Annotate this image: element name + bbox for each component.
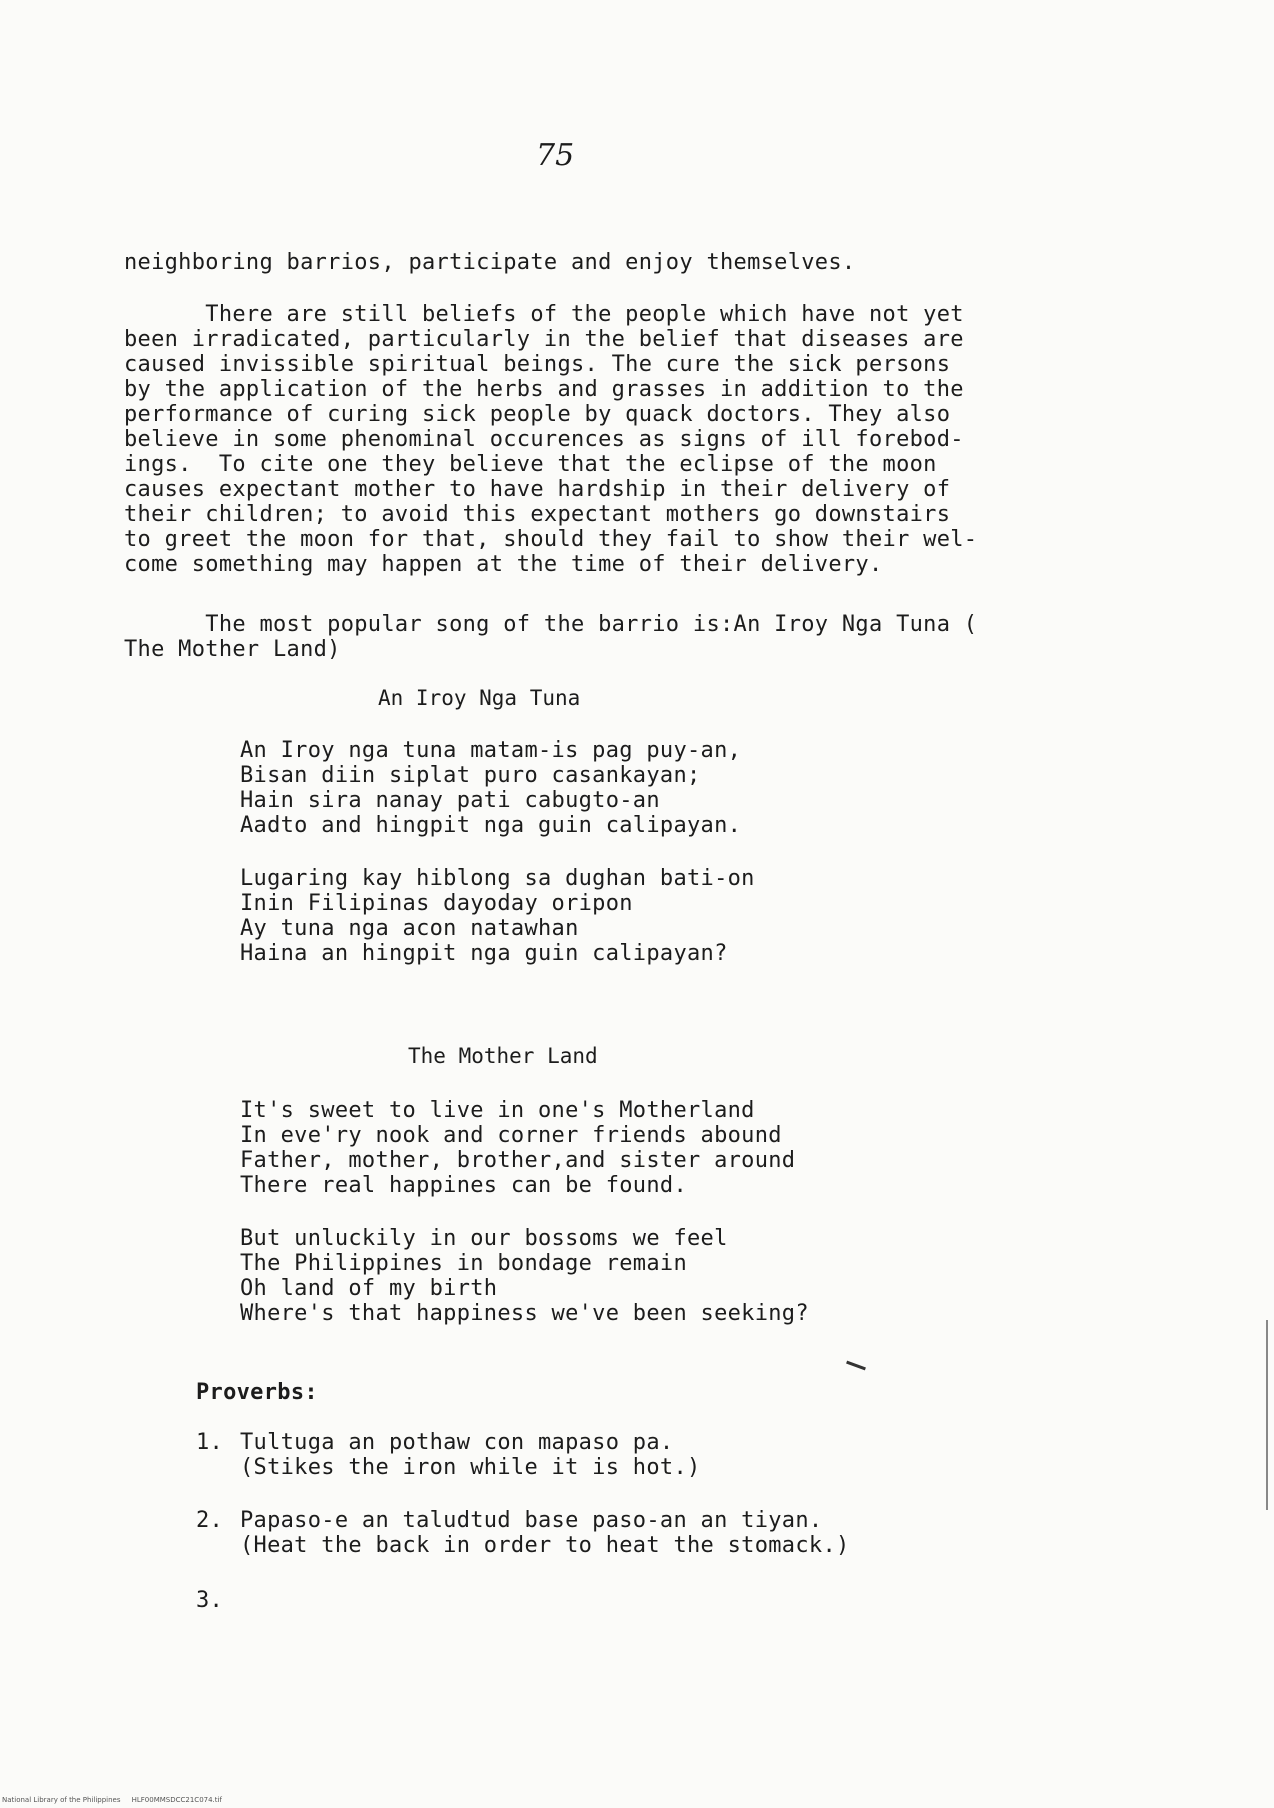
verse-line: In eve'ry nook and corner friends abound: [240, 1123, 782, 1148]
verse-line: Father, mother, brother,and sister around: [240, 1148, 796, 1173]
proverb-text: Papaso-e an taludtud base paso-an an tiyan.: [240, 1508, 823, 1533]
paragraph-line: believe in some phenominal occurences as signs of ill forebod-: [124, 427, 964, 452]
verse-line: The Philippines in bondage remain: [240, 1251, 687, 1276]
song-title: An Iroy Nga Tuna: [378, 686, 581, 710]
verse-line: An Iroy nga tuna matam-is pag puy-an,: [240, 738, 742, 763]
verse-line: Oh land of my birth: [240, 1276, 498, 1301]
paragraph-line: been irradicated, particularly in the belief that diseases are: [124, 327, 964, 352]
paragraph-line: causes expectant mother to have hardship in their delivery of: [124, 477, 951, 502]
verse-line: Hain sira nanay pati cabugto-an: [240, 788, 660, 813]
proverbs-heading: Proverbs:: [196, 1380, 318, 1405]
proverb-number: 2.: [196, 1508, 224, 1533]
verse-line: Bisan diin siplat puro casankayan;: [240, 763, 701, 788]
paragraph-line: their children; to avoid this expectant mothers go downstairs: [124, 502, 951, 527]
proverb-number: 3.: [196, 1588, 224, 1613]
translation-title: The Mother Land: [408, 1044, 598, 1068]
verse-line: Where's that happiness we've been seeking?: [240, 1301, 809, 1326]
paragraph-line: The most popular song of the barrio is:An Iroy Nga Tuna (: [124, 612, 978, 637]
paragraph-line: by the application of the herbs and grasses in addition to the: [124, 377, 964, 402]
paragraph-line: ings. To cite one they believe that the eclipse of the moon: [124, 452, 937, 477]
scan-mark: [846, 1361, 866, 1371]
page-number: 75: [536, 138, 575, 173]
paragraph-line: to greet the moon for that, should they fail to show their wel-: [124, 527, 978, 552]
paragraph-line: performance of curing sick people by quack doctors. They also: [124, 402, 951, 427]
scan-edge-mark: [1266, 1320, 1268, 1510]
verse-line: Haina an hingpit nga guin calipayan?: [240, 941, 728, 966]
verse-line: It's sweet to live in one's Motherland: [240, 1098, 755, 1123]
intro-line: neighboring barrios, participate and enjoy themselves.: [124, 250, 856, 275]
paragraph-line: caused invissible spiritual beings. The cure the sick persons: [124, 352, 951, 377]
verse-line: But unluckily in our bossoms we feel: [240, 1226, 728, 1251]
paragraph-line: There are still beliefs of the people which have not yet: [124, 302, 964, 327]
proverb-number: 1.: [196, 1430, 224, 1455]
proverb-translation: (Heat the back in order to heat the stomack.): [240, 1533, 850, 1558]
footer-caption: National Library of the Philippines HLF00MMSDCC21C074.tif: [2, 1796, 222, 1804]
proverb-text: Tultuga an pothaw con mapaso pa.: [240, 1430, 674, 1455]
verse-line: Lugaring kay hiblong sa dughan bati-on: [240, 866, 755, 891]
verse-line: Ay tuna nga acon natawhan: [240, 916, 579, 941]
verse-line: There real happines can be found.: [240, 1173, 687, 1198]
paragraph-line: come something may happen at the time of their delivery.: [124, 552, 883, 577]
proverb-translation: (Stikes the iron while it is hot.): [240, 1455, 701, 1480]
verse-line: Inin Filipinas dayoday oripon: [240, 891, 633, 916]
paragraph-line: The Mother Land): [124, 637, 341, 662]
verse-line: Aadto and hingpit nga guin calipayan.: [240, 813, 742, 838]
